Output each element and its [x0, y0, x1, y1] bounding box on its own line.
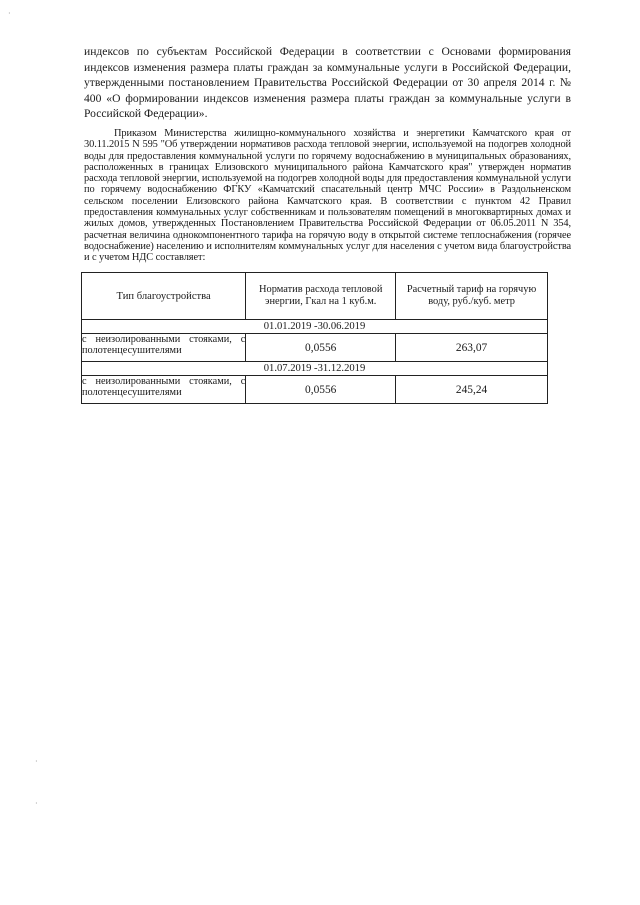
header-type: Тип благоустройства: [82, 273, 246, 320]
scan-speck: ·: [8, 9, 11, 18]
table-row: [82, 334, 548, 362]
cell-tariff: 263,07: [396, 334, 548, 362]
cell-type: с неизолированными стояками, с полотенцесушителями: [82, 334, 246, 362]
period-row: [82, 320, 548, 334]
order-paragraph: Приказом Министерства жилищно-коммунального хозяйства и энергетики Камчатского края от 30.11.2015 N 595 "Об утверждении нормативов расхода тепловой энергии, используемой на подогрев холодной воды для предоставления коммунальной услуги по горячему водоснабжению в муниципальных образованиях, расположенных в границах Елизовского муниципального района Камчатского края" утвержден норматив расхода тепловой энергии, используемой на подогрев холодной воды для предоставления коммунальной услуги по горячему водоснабжению ФГКУ «Камчатский спасательный центр МЧС России» в Раздольненском сельском поселении Елизовского района Камчатского края. В соответствии с пунктом 42 Правил предоставления коммунальных услуг собственникам и пользователям помещений в многоквартирных домах и жилых домов, утвержденных Постановлением Правительства Российской Федерации от 06.05.2011 N 354, расчетная величина однокомпонентного тарифа на горячую воду в открытой системе теплоснабжения (горячее водоснабжение) населению и исполнителям коммунальных услуг для населения с учетом вида благоустройства и с учетом НДС составляет:: [84, 128, 571, 264]
scan-speck: ·: [35, 757, 38, 766]
header-norm: Норматив расхода тепловой энергии, Гкал на 1 куб.м.: [246, 273, 396, 320]
table-row: [82, 376, 548, 404]
period-label: 01.01.2019 -30.06.2019: [82, 320, 548, 334]
cell-type: с неизолированными стояками, с полотенцесушителями: [82, 376, 246, 404]
scan-speck: ·: [35, 799, 38, 808]
cell-norm: 0,0556: [246, 376, 396, 404]
period-row: [82, 362, 548, 376]
period-label: 01.07.2019 -31.12.2019: [82, 362, 548, 376]
tariff-table: [81, 272, 548, 404]
header-tariff: Расчетный тариф на горячую воду, руб./куб. метр: [396, 273, 548, 320]
cell-norm: 0,0556: [246, 334, 396, 362]
table-header-row: [82, 273, 548, 320]
intro-paragraph: индексов по субъектам Российской Федерации в соответствии с Основами формирования индексов изменения размера платы граждан за коммунальные услуги в Российской Федерации, утвержденными постановлением Правительства Российской Федерации от 30 апреля 2014 г. № 400 «О формировании индексов изменения размера платы граждан за коммунальные услуги в Российской Федерации».: [84, 45, 571, 121]
cell-tariff: 245,24: [396, 376, 548, 404]
